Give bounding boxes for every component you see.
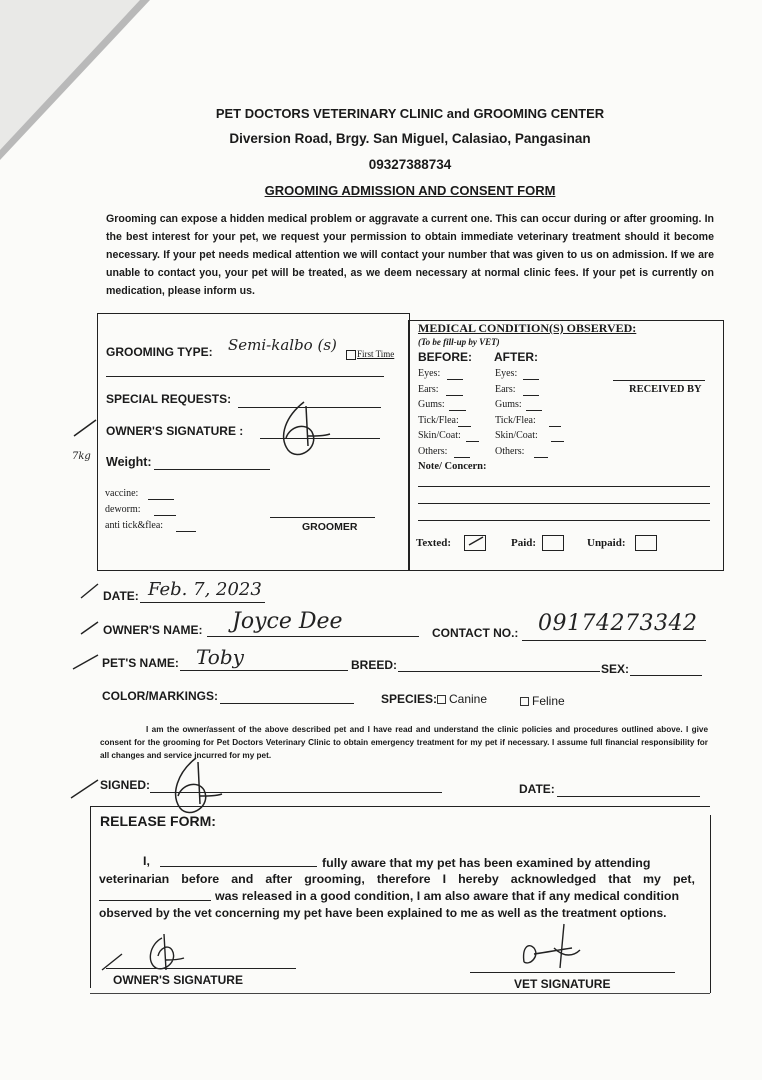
special-requests-label: SPECIAL REQUESTS: bbox=[106, 392, 232, 406]
before-eyes-line[interactable] bbox=[447, 379, 463, 380]
note-line-2[interactable] bbox=[418, 503, 710, 504]
color-line[interactable] bbox=[220, 703, 354, 704]
owner-name-value[interactable]: Joyce Dee bbox=[232, 609, 343, 634]
before-tick: Tick/Flea: bbox=[418, 415, 459, 426]
before-others: Others: bbox=[418, 446, 448, 457]
groomer-label: GROOMER bbox=[302, 521, 358, 533]
after-eyes: Eyes: bbox=[495, 368, 518, 379]
after-eyes-line[interactable] bbox=[523, 379, 539, 380]
release-owner-label: OWNER'S SIGNATURE bbox=[113, 973, 243, 987]
signed-label: SIGNED: bbox=[100, 778, 151, 792]
pet-tick-mark bbox=[70, 650, 102, 672]
before-tick-line[interactable] bbox=[458, 426, 471, 427]
after-others: Others: bbox=[495, 446, 525, 457]
after-ears-line[interactable] bbox=[523, 395, 539, 396]
vaccine-line[interactable] bbox=[148, 499, 174, 500]
release-name-line[interactable] bbox=[160, 866, 317, 867]
contact-line[interactable] bbox=[522, 640, 706, 641]
release-left-border bbox=[90, 806, 91, 988]
color-label: COLOR/MARKINGS: bbox=[102, 689, 218, 703]
after-label: AFTER: bbox=[494, 350, 538, 364]
clinic-name: PET DOCTORS VETERINARY CLINIC and GROOMING CENTER bbox=[215, 106, 605, 121]
grooming-type-value[interactable]: Semi-kalbo (s) bbox=[228, 336, 337, 354]
date-line[interactable] bbox=[140, 602, 265, 603]
release-line1: fully aware that my pet has been examined by attending bbox=[322, 856, 651, 870]
contact-value[interactable]: 09174273342 bbox=[538, 611, 698, 636]
release-bottom-border bbox=[90, 993, 710, 994]
release-owner-line[interactable] bbox=[106, 968, 296, 969]
intro-paragraph: Grooming can expose a hidden medical problem or aggravate a current one. This can occur during or after grooming. In the best interest for your pet, we request your permission to obtain immediate veterinary treatment should it become necessary. If your pet needs medical attention we will contact your number that was given to us on admission. If we are unable to contact you, your pet will be treated, as we deem necessary at normal clinic fees. If your pet is currently on medication, please inform us. bbox=[106, 213, 714, 297]
after-others-line[interactable] bbox=[534, 457, 548, 458]
release-line4: observed by the vet concerning my pet have been explained to me as well as the treatment options. bbox=[99, 906, 667, 920]
sex-label: SEX: bbox=[601, 662, 630, 676]
before-others-line[interactable] bbox=[454, 457, 470, 458]
release-line3: was released in a good condition, I am also aware that if any medical condition bbox=[215, 889, 680, 903]
page-fold-inner bbox=[0, 0, 140, 150]
release-pet-line[interactable] bbox=[99, 900, 211, 901]
sex-line[interactable] bbox=[630, 675, 702, 676]
date-value[interactable]: Feb. 7, 2023 bbox=[148, 579, 262, 600]
canine-label: Canine bbox=[449, 692, 488, 706]
grooming-box bbox=[97, 313, 410, 571]
clinic-phone: 09327388734 bbox=[368, 157, 452, 172]
before-gums-line[interactable] bbox=[449, 410, 466, 411]
owner-name-label: OWNER'S NAME: bbox=[103, 623, 203, 637]
date-tick-mark bbox=[78, 580, 102, 602]
release-title: RELEASE FORM: bbox=[100, 813, 216, 829]
pet-name-value[interactable]: Toby bbox=[196, 645, 244, 669]
deworm-label: deworm: bbox=[105, 504, 141, 515]
texted-check-icon bbox=[466, 534, 486, 548]
medical-title: MEDICAL CONDITION(S) OBSERVED: bbox=[418, 321, 637, 335]
owner-signature-label: OWNER'S SIGNATURE : bbox=[106, 424, 244, 438]
before-label: BEFORE: bbox=[418, 350, 472, 364]
breed-line[interactable] bbox=[398, 671, 600, 672]
unpaid-label: Unpaid: bbox=[587, 537, 626, 549]
after-gums-line[interactable] bbox=[526, 410, 542, 411]
note-label: Note/ Concern: bbox=[418, 461, 487, 472]
release-i: I, bbox=[143, 854, 150, 868]
after-skin: Skin/Coat: bbox=[495, 430, 538, 441]
contact-label: CONTACT NO.: bbox=[432, 626, 519, 640]
before-eyes: Eyes: bbox=[418, 368, 441, 379]
after-tick-line[interactable] bbox=[549, 426, 561, 427]
species-label: SPECIES: bbox=[381, 692, 438, 706]
release-vet-signature-mark bbox=[514, 918, 594, 974]
paid-checkbox[interactable] bbox=[542, 534, 564, 552]
check-mark-signature bbox=[70, 410, 100, 440]
feline-checkbox[interactable] bbox=[520, 697, 529, 706]
signed-signature-mark bbox=[160, 752, 230, 822]
before-skin: Skin/Coat: bbox=[418, 430, 461, 441]
weight-line[interactable] bbox=[154, 469, 270, 470]
release-vet-label: VET SIGNATURE bbox=[514, 977, 611, 991]
consent-paragraph: I am the owner/assent of the above described pet and I have read and understand the clinic policies and procedures outlined above. I give consent for the grooming for Pet Doctors Veterinary Clinic to obtain emergency treatment for my pet if necessary. I assume full financial responsibility for all changes and service incurred for my pet. bbox=[100, 725, 708, 760]
breed-label: BREED: bbox=[351, 658, 398, 672]
deworm-line[interactable] bbox=[154, 515, 176, 516]
owner-name-line[interactable] bbox=[207, 636, 419, 637]
pet-name-label: PET'S NAME: bbox=[102, 656, 179, 670]
release-vet-line[interactable] bbox=[470, 972, 675, 973]
first-time-label: First Time bbox=[357, 349, 395, 359]
feline-label: Feline bbox=[532, 694, 565, 708]
after-gums: Gums: bbox=[495, 399, 522, 410]
before-gums: Gums: bbox=[418, 399, 445, 410]
anti-tick-label: anti tick&flea: bbox=[105, 520, 164, 531]
pet-name-line[interactable] bbox=[180, 670, 348, 671]
after-tick: Tick/Flea: bbox=[495, 415, 536, 426]
signed-tick-mark bbox=[68, 772, 102, 802]
medical-subtitle: (To be fill-up by VET) bbox=[418, 337, 500, 347]
owner-tick-mark bbox=[78, 616, 102, 638]
before-ears: Ears: bbox=[418, 384, 439, 395]
after-skin-line[interactable] bbox=[551, 441, 564, 442]
grooming-type-line bbox=[106, 376, 384, 377]
vaccine-label: vaccine: bbox=[105, 488, 139, 499]
weight-margin-note: 7kg bbox=[72, 451, 91, 462]
before-skin-line[interactable] bbox=[466, 441, 479, 442]
paid-label: Paid: bbox=[511, 537, 537, 549]
clinic-address: Diversion Road, Brgy. San Miguel, Calasiao, Pangasinan bbox=[229, 131, 591, 146]
grooming-type-label: GROOMING TYPE: bbox=[106, 345, 213, 359]
unpaid-checkbox[interactable] bbox=[635, 534, 657, 552]
first-time-checkbox[interactable] bbox=[346, 350, 356, 360]
received-by-line[interactable] bbox=[613, 380, 705, 381]
anti-tick-line[interactable] bbox=[176, 531, 196, 532]
release-line2: veterinarian before and after grooming, therefore I hereby acknowledged that my pet, bbox=[99, 872, 695, 886]
date-label: DATE: bbox=[103, 589, 139, 603]
canine-checkbox[interactable] bbox=[437, 695, 446, 704]
weight-label: Weight: bbox=[106, 455, 152, 469]
groomer-line[interactable] bbox=[270, 517, 375, 518]
release-top-border bbox=[90, 806, 710, 807]
note-line-3[interactable] bbox=[418, 520, 710, 521]
received-by-label: RECEIVED BY bbox=[629, 384, 702, 395]
before-ears-line[interactable] bbox=[446, 395, 463, 396]
owner-signature-mark bbox=[266, 396, 336, 464]
release-right-border bbox=[710, 815, 711, 993]
form-title: GROOMING ADMISSION AND CONSENT FORM bbox=[264, 183, 556, 198]
texted-label: Texted: bbox=[416, 537, 452, 549]
after-ears: Ears: bbox=[495, 384, 516, 395]
signed-date-line[interactable] bbox=[557, 796, 700, 797]
note-line-1[interactable] bbox=[418, 486, 710, 487]
medical-box bbox=[408, 320, 724, 571]
signed-date-label: DATE: bbox=[519, 782, 555, 796]
